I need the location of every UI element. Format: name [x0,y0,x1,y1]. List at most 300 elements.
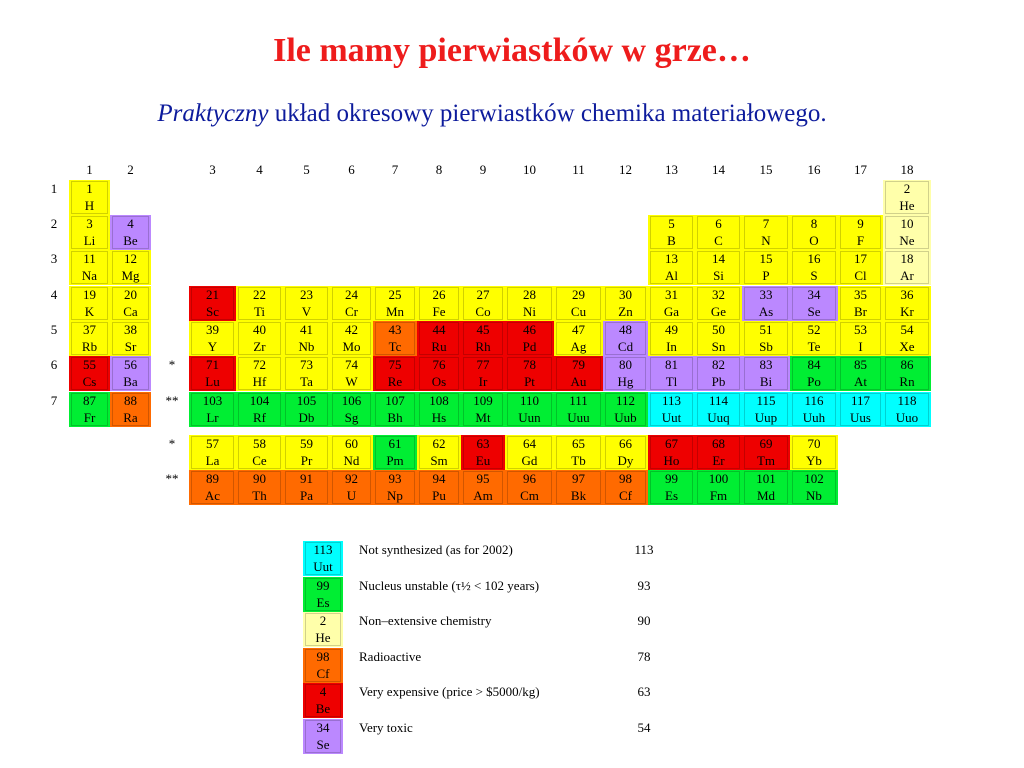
element-cell[interactable] [883,180,931,215]
atomic-number: 57 [206,436,219,451]
element-symbol: Ho [663,453,680,468]
element-cell[interactable] [790,356,838,391]
legend-description: Not synthesized (as for 2002) [359,542,513,557]
element-symbol: F [856,233,865,248]
atomic-number: 97 [572,471,585,486]
element-cell[interactable] [742,321,790,356]
legend-description: Very toxic [359,719,413,735]
element-symbol: Ac [204,488,221,503]
element-symbol: N [761,233,771,248]
atomic-number: 64 [523,436,536,451]
element-symbol: Dy [617,453,634,468]
element-symbol: Am [473,488,493,503]
atomic-number: 91 [300,471,313,486]
element-symbol: Es [316,594,330,610]
atomic-number: 63 [476,436,490,451]
atomic-number: 75 [388,357,402,372]
element-cell[interactable] [838,286,883,321]
element-symbol: Be [315,701,331,716]
element-cell[interactable] [330,321,373,356]
element-cell[interactable] [505,392,554,427]
element-cell[interactable] [373,356,417,391]
element-cell[interactable] [742,250,790,285]
element-symbol: Uuu [567,410,590,425]
atomic-number: 18 [900,251,914,266]
element-cell[interactable] [189,470,236,505]
element-cell[interactable] [373,321,417,356]
element-symbol: Hg [617,374,634,389]
atomic-number: 82 [712,357,725,372]
element-symbol: Ru [431,339,447,354]
element-cell[interactable] [883,250,931,285]
element-cell[interactable] [695,356,742,391]
element-symbol: Eu [475,453,491,468]
atomic-number: 113 [313,542,333,557]
element-cell[interactable] [189,356,236,391]
atomic-number: 77 [476,357,490,372]
atomic-number: 55 [83,357,96,372]
element-symbol: Nb [298,339,315,354]
element-symbol: Uuq [707,410,730,425]
atomic-number: 94 [432,471,446,486]
element-symbol: Ta [300,374,313,389]
element-cell[interactable] [742,392,790,427]
element-symbol: Pt [524,374,535,389]
element-cell[interactable] [742,435,790,470]
legend-count: 63 [637,684,651,699]
element-cell[interactable] [883,392,931,427]
element-cell[interactable] [69,215,110,250]
atomic-number: 68 [712,436,725,451]
element-cell[interactable] [790,286,838,321]
element-symbol: I [858,339,863,354]
element-cell[interactable] [838,250,883,285]
element-cell[interactable] [69,392,110,427]
legend-swatch [303,577,343,612]
element-cell[interactable] [603,435,648,470]
element-cell[interactable] [69,180,110,215]
element-cell[interactable] [417,286,461,321]
group-label: 16 [807,162,821,177]
group-label: 17 [854,162,867,177]
element-cell[interactable] [648,435,695,470]
element-cell[interactable] [373,286,417,321]
element-cell[interactable] [603,470,648,505]
element-cell[interactable] [417,321,461,356]
element-cell[interactable] [283,321,330,356]
element-cell[interactable] [695,392,742,427]
element-cell[interactable] [695,215,742,250]
legend-count: 113 [634,542,654,557]
atomic-number: 50 [712,322,725,337]
element-cell[interactable] [603,356,648,391]
element-cell[interactable] [695,470,742,505]
element-symbol: He [315,630,331,645]
atomic-number: 32 [712,287,725,302]
element-symbol: H [84,198,95,213]
element-cell[interactable] [236,321,283,356]
element-cell[interactable] [461,392,505,427]
element-cell[interactable] [790,470,838,505]
element-cell[interactable] [110,215,151,250]
element-symbol: Sm [430,453,448,468]
atomic-number: 79 [572,357,585,372]
element-symbol: Ti [253,304,266,319]
atomic-number: 47 [572,322,585,337]
element-cell[interactable] [330,392,373,427]
element-cell[interactable] [742,286,790,321]
element-cell[interactable] [554,321,603,356]
element-symbol: Uus [850,410,871,425]
atomic-number: 49 [665,322,678,337]
element-cell[interactable] [189,435,236,470]
atomic-number: 96 [523,471,536,486]
element-cell[interactable] [283,286,330,321]
element-symbol: As [758,304,774,319]
atomic-number: 95 [476,471,490,486]
group-label: 3 [209,162,216,177]
atomic-number: 54 [900,322,914,337]
atomic-number: 52 [807,322,821,337]
element-cell[interactable] [461,286,505,321]
atomic-number: 99 [665,471,678,486]
element-symbol: Uup [754,410,778,425]
element-symbol: Uut [661,410,682,425]
element-cell[interactable] [554,356,603,391]
element-cell[interactable] [373,435,417,470]
atomic-number: 2 [319,613,327,628]
element-cell[interactable] [838,356,883,391]
element-cell[interactable] [189,286,236,321]
element-cell[interactable] [648,392,695,427]
element-cell[interactable] [417,470,461,505]
element-symbol: Y [207,339,218,354]
element-cell[interactable] [461,321,505,356]
element-symbol: Cs [82,374,97,389]
legend-count: 90 [637,613,651,628]
element-symbol: Hs [431,410,447,425]
element-symbol: Rn [899,374,915,389]
element-cell[interactable] [648,215,695,250]
atomic-number: 81 [665,357,678,372]
legend-description: Very expensive (price > $5000/kg) [359,684,540,699]
element-cell[interactable] [603,321,648,356]
atomic-number: 56 [124,357,137,372]
atomic-number: 114 [708,393,729,408]
element-symbol: Db [298,410,315,425]
element-cell[interactable] [373,470,417,505]
atomic-number: 28 [523,287,536,302]
element-symbol: Mn [385,304,405,319]
element-symbol: V [301,304,312,319]
atomic-number: 20 [124,287,137,302]
element-cell[interactable] [790,321,838,356]
element-symbol: Kr [900,304,914,319]
element-cell[interactable] [330,286,373,321]
atomic-number: 7 [762,216,770,231]
period-label: 3 [50,251,58,266]
element-cell[interactable] [790,392,838,427]
group-label: 18 [900,162,914,177]
group-label: 10 [523,162,536,177]
legend-swatch [303,612,343,647]
element-cell[interactable] [417,435,461,470]
atomic-number: 30 [619,287,632,302]
atomic-number: 72 [253,357,266,372]
element-symbol: Ge [710,304,727,319]
element-symbol: Pb [711,374,726,389]
element-cell[interactable] [236,435,283,470]
element-symbol: Li [83,233,96,248]
atomic-number: 80 [619,357,632,372]
atomic-number: 4 [319,684,327,699]
atomic-number: 116 [804,393,824,408]
element-symbol: Pa [300,488,313,503]
element-cell[interactable] [330,435,373,470]
element-cell[interactable] [554,392,603,427]
element-cell[interactable] [417,392,461,427]
atomic-number: 118 [897,393,917,408]
element-cell[interactable] [505,321,554,356]
atomic-number: 10 [900,216,914,231]
atomic-number: 69 [759,436,773,451]
atomic-number: 29 [572,287,585,302]
element-symbol: Se [316,736,330,752]
element-symbol: Mo [342,339,361,354]
element-symbol: Cf [619,488,632,503]
element-symbol: La [205,453,220,468]
element-symbol: Sn [711,339,726,354]
atomic-number: 98 [316,648,330,664]
atomic-number: 26 [432,287,446,302]
atomic-number: 58 [253,436,266,451]
element-cell[interactable] [236,286,283,321]
element-cell[interactable] [69,356,110,391]
element-symbol: Uuh [802,410,826,425]
element-cell[interactable] [554,470,603,505]
element-cell[interactable] [189,392,236,427]
element-symbol: Sc [206,304,219,319]
element-cell[interactable] [283,356,330,391]
element-cell[interactable] [417,356,461,391]
element-symbol: Tm [756,453,776,468]
atomic-number: 73 [300,357,313,372]
element-symbol: Lu [205,374,220,389]
element-cell[interactable] [554,286,603,321]
element-symbol: K [84,304,95,319]
element-symbol: Mg [121,268,140,283]
element-symbol: Fm [709,488,728,503]
atomic-number: 25 [388,287,402,302]
element-cell[interactable] [742,470,790,505]
atomic-number: 61 [388,436,402,451]
element-cell[interactable] [695,286,742,321]
element-cell[interactable] [695,250,742,285]
element-cell[interactable] [505,356,554,391]
element-symbol: Co [475,304,491,319]
atomic-number: 88 [124,393,137,408]
element-symbol: Rh [475,339,491,354]
element-symbol: Np [387,488,403,503]
element-cell[interactable] [695,435,742,470]
element-symbol: Pm [386,453,404,468]
element-symbol: Be [123,233,138,248]
element-cell[interactable] [283,435,330,470]
element-symbol: Re [387,374,403,389]
element-cell[interactable] [603,392,648,427]
atomic-number: 60 [345,436,358,451]
atomic-number: 113 [661,393,682,408]
element-cell[interactable] [189,321,236,356]
period-label: 1 [50,181,58,196]
atomic-number: 107 [385,393,405,408]
element-cell[interactable] [554,435,603,470]
element-cell[interactable] [648,321,695,356]
element-symbol: O [809,233,819,248]
element-cell[interactable] [790,215,838,250]
atomic-number: 65 [572,436,585,451]
element-symbol: Na [81,268,98,283]
element-cell[interactable] [69,321,110,356]
element-symbol: Tb [571,453,586,468]
group-label: 14 [712,162,725,177]
atomic-number: 53 [854,322,867,337]
atomic-number: 87 [83,393,96,408]
element-cell[interactable] [69,250,110,285]
atomic-number: 70 [807,436,821,451]
period-label: 5 [50,322,58,337]
element-symbol: Tc [388,339,402,354]
subtitle-rest: układ okresowy pierwiastków chemika materiałowego. [268,100,827,127]
atomic-number: 92 [345,471,358,486]
element-cell[interactable] [461,470,505,505]
atomic-number: 59 [300,436,313,451]
element-cell[interactable] [110,321,151,356]
atomic-number: 98 [619,471,632,486]
element-cell[interactable] [648,286,695,321]
element-cell[interactable] [838,392,883,427]
atomic-number: 110 [519,393,540,408]
element-cell[interactable] [283,470,330,505]
atomic-number: 103 [202,393,223,408]
element-symbol: Uub [614,410,637,425]
atomic-number: 34 [316,719,330,735]
element-cell[interactable] [603,286,648,321]
element-cell[interactable] [648,250,695,285]
element-symbol: P [762,268,770,283]
element-cell[interactable] [883,321,931,356]
element-cell[interactable] [505,286,554,321]
element-symbol: Se [807,304,821,319]
element-cell[interactable] [110,392,151,427]
element-cell[interactable] [236,392,283,427]
element-cell[interactable] [883,215,931,250]
atomic-number: 19 [83,287,96,302]
element-cell[interactable] [505,470,554,505]
atomic-number: 51 [759,322,773,337]
element-cell[interactable] [695,321,742,356]
element-cell[interactable] [373,392,417,427]
series-marker: ** [165,471,179,486]
group-label: 2 [127,162,134,177]
element-cell[interactable] [883,286,931,321]
element-symbol: Cu [570,304,587,319]
group-label: 9 [479,162,487,177]
element-symbol: Au [570,374,587,389]
element-cell[interactable] [790,435,838,470]
element-symbol: Rb [81,339,98,354]
element-cell[interactable] [648,470,695,505]
atomic-number: 5 [668,216,675,231]
element-cell[interactable] [110,286,151,321]
element-cell[interactable] [742,356,790,391]
element-cell[interactable] [236,470,283,505]
atomic-number: 11 [83,251,96,266]
element-cell[interactable] [283,392,330,427]
element-cell[interactable] [838,321,883,356]
element-symbol: Cf [316,665,330,681]
atomic-number: 93 [388,471,402,486]
legend-swatch [303,719,343,754]
element-cell[interactable] [838,215,883,250]
element-cell[interactable] [330,356,373,391]
atomic-number: 104 [249,393,270,408]
legend-count: 93 [637,577,651,593]
element-symbol: Uut [313,559,333,574]
atomic-number: 62 [432,436,446,451]
element-symbol: Si [713,268,724,283]
atomic-number: 117 [850,393,871,408]
atomic-number: 111 [569,393,588,408]
atomic-number: 66 [619,436,632,451]
atomic-number: 33 [759,287,773,302]
atomic-number: 83 [759,357,773,372]
element-symbol: Bk [570,488,587,503]
element-symbol: Ar [900,268,914,283]
element-symbol: Pu [432,488,446,503]
element-cell[interactable] [505,435,554,470]
element-cell[interactable] [110,250,151,285]
element-symbol: S [810,268,818,283]
group-label: 5 [303,162,310,177]
element-symbol: Sg [344,410,359,425]
atomic-number: 31 [665,287,678,302]
element-symbol: Cm [520,488,539,503]
element-symbol: Gd [521,453,538,468]
element-symbol: Ba [123,374,138,389]
element-cell[interactable] [461,435,505,470]
element-cell[interactable] [883,356,931,391]
element-symbol: Nd [343,453,360,468]
element-cell[interactable] [236,356,283,391]
element-cell[interactable] [790,250,838,285]
element-cell[interactable] [742,215,790,250]
atomic-number: 12 [124,251,137,266]
element-cell[interactable] [330,470,373,505]
element-cell[interactable] [648,356,695,391]
atomic-number: 37 [83,322,96,337]
element-cell[interactable] [69,286,110,321]
legend-description: Non–extensive chemistry [359,613,492,628]
atomic-number: 17 [854,251,867,266]
atomic-number: 4 [127,216,134,231]
element-symbol: Ce [252,453,267,468]
element-cell[interactable] [110,356,151,391]
element-symbol: Er [712,453,725,468]
element-symbol: Zn [618,304,633,319]
period-label: 6 [50,357,58,372]
element-cell[interactable] [461,356,505,391]
